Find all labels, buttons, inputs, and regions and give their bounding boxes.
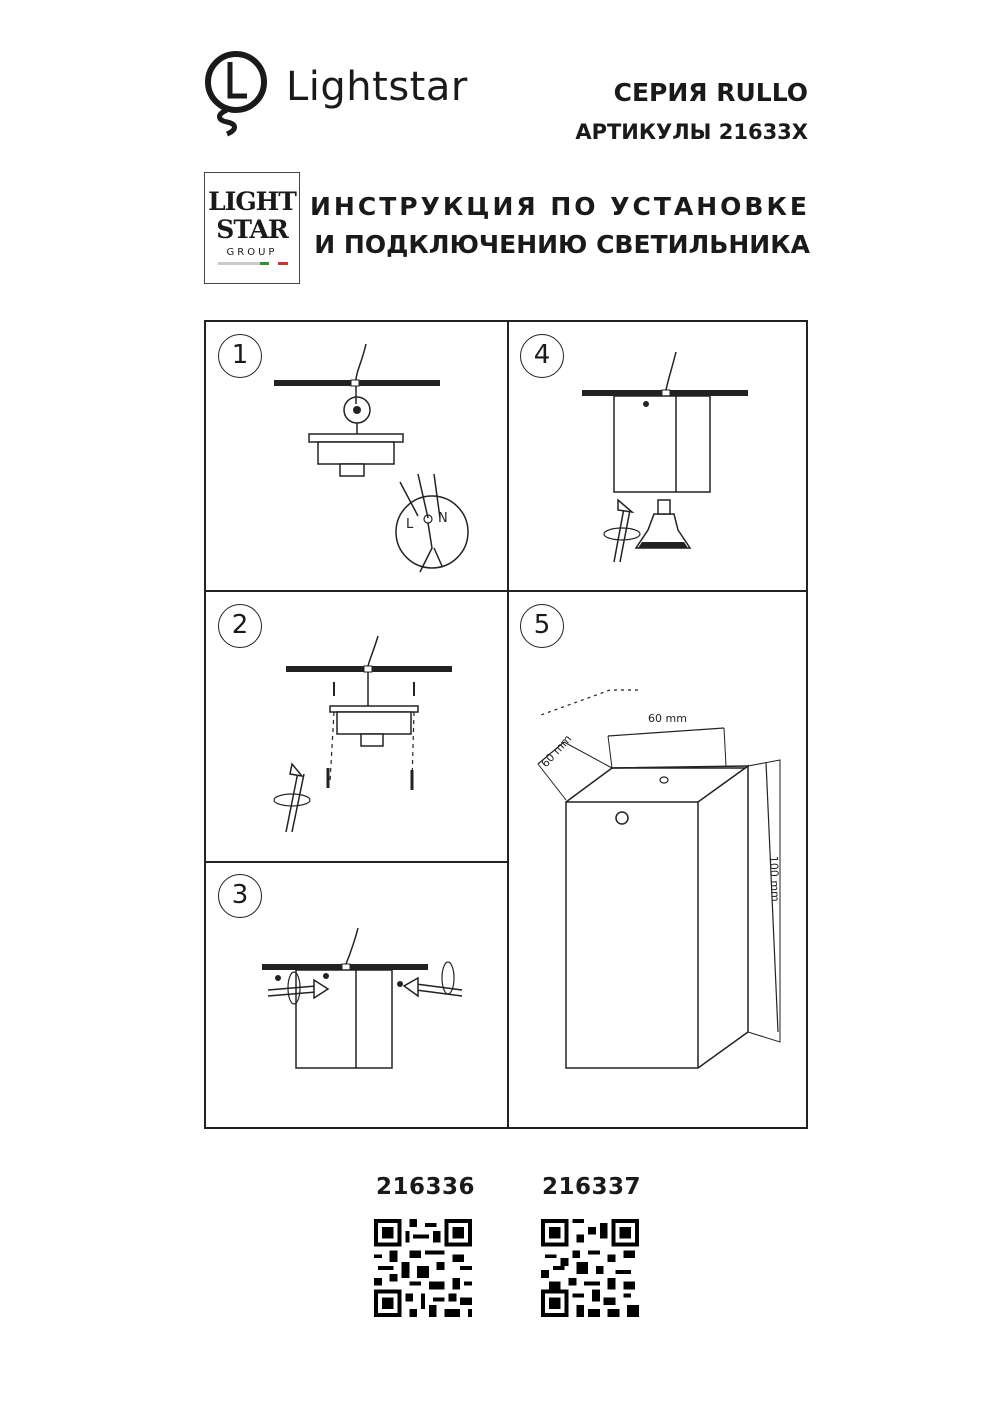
step-1-neutral-label: N	[438, 511, 448, 526]
brand-name: Lightstar	[286, 64, 468, 110]
rotate-arrow-icon	[604, 500, 640, 562]
step-5-illustration	[508, 592, 808, 1128]
step-1-illustration	[206, 322, 506, 590]
step-5-width-label: 60 mm	[648, 712, 687, 725]
step-5-number: 5	[520, 604, 564, 648]
badge-line-2: STAR	[216, 215, 288, 244]
rotate-arrow-icon	[274, 764, 310, 832]
step-3-number: 3	[218, 874, 262, 918]
article-code-1: 216336	[376, 1174, 476, 1200]
step-4-number: 4	[520, 334, 564, 378]
badge-flag-stripe	[218, 262, 288, 265]
step-1-number: 1	[218, 334, 262, 378]
lightbulb-logo-icon	[203, 48, 273, 140]
step-5-depth-label: 60 mm	[538, 732, 575, 771]
instruction-grid	[204, 320, 808, 1129]
step-2-illustration	[206, 592, 506, 862]
qr-code-icon[interactable]	[374, 1219, 472, 1317]
series-title: СЕРИЯ RULLO	[613, 78, 808, 107]
article-code-2: 216337	[542, 1174, 642, 1200]
lightstar-group-badge	[204, 172, 300, 284]
step-3-illustration	[206, 862, 506, 1128]
badge-line-1: LIGHT	[208, 187, 296, 216]
step-4-illustration	[508, 322, 808, 590]
qr-code-icon[interactable]	[541, 1219, 639, 1317]
badge-line-3: GROUP	[226, 247, 278, 258]
step-1-live-label: L	[406, 517, 414, 532]
instruction-title-line-1: ИНСТРУКЦИЯ ПО УСТАНОВКЕ	[310, 192, 810, 221]
gu10-lamp	[636, 500, 690, 548]
step-2-number: 2	[218, 604, 262, 648]
step-5-height-label: 100 mm	[767, 855, 782, 903]
article-codes: АРТИКУЛЫ 21633X	[575, 120, 808, 144]
instruction-title-line-2: И ПОДКЛЮЧЕНИЮ СВЕТИЛЬНИКА	[314, 230, 810, 259]
